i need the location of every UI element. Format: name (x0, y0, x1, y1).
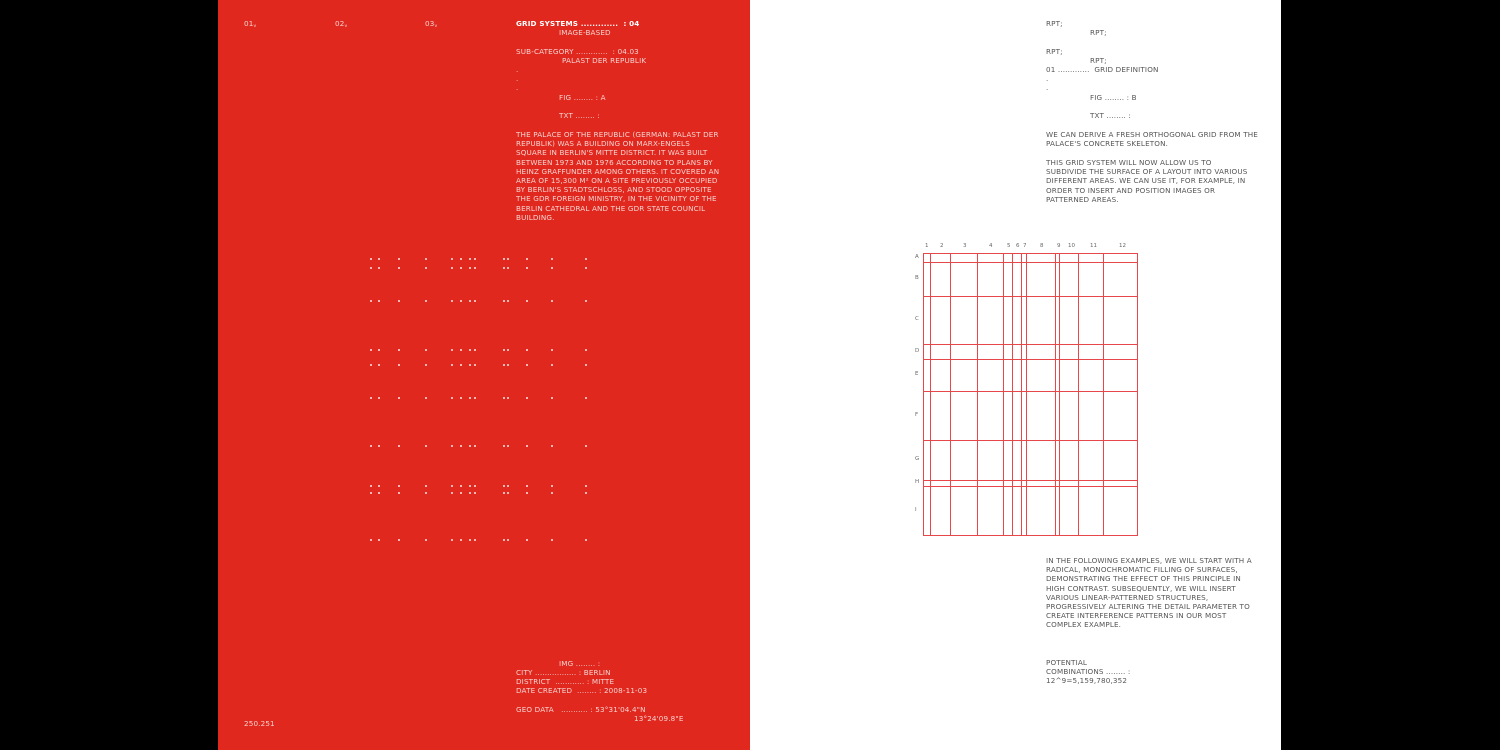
grid-dot (526, 364, 528, 366)
grid-dot (507, 485, 509, 487)
grid-row-label: H (915, 479, 920, 485)
grid-row-label: C (915, 316, 919, 322)
grid-row-label: F (915, 411, 919, 418)
grid-row-line (923, 344, 1138, 345)
grid-column-label: 4 (989, 243, 993, 249)
grid-dot (398, 397, 400, 399)
grid-dot (370, 267, 372, 269)
grid-column-label: 5 (1007, 243, 1011, 249)
grid-column-label: 11 (1090, 243, 1097, 249)
grid-dot (469, 364, 471, 366)
grid-dot (469, 485, 471, 487)
rpt-line: RPT; (1046, 19, 1063, 28)
grid-dot (398, 492, 400, 494)
grid-dot (378, 485, 380, 487)
geo-key: GEO DATA ........... (516, 705, 591, 714)
combinations-value: 12^9=5,159,780,352 (1046, 676, 1128, 685)
grid-dot (585, 349, 587, 351)
grid-dot (526, 300, 528, 302)
combinations-line: COMBINATIONS ........ : (1046, 667, 1131, 676)
tab-02-label: 02 (335, 19, 345, 28)
rpt-line: RPT; (1046, 47, 1063, 56)
grid-dot (425, 267, 427, 269)
grid-dot (378, 364, 380, 366)
grid-dot (503, 445, 505, 447)
grid-dot (378, 349, 380, 351)
grid-dot (551, 364, 553, 366)
grid-dot (526, 539, 528, 541)
grid-column-label: 1 (925, 243, 929, 249)
grid-dot (526, 397, 528, 399)
ellipsis-dot: . (516, 65, 519, 74)
grid-dot (585, 485, 587, 487)
grid-dot (460, 300, 462, 302)
meta-district-value: : MITTE (586, 677, 615, 686)
grid-row-line (923, 296, 1138, 297)
grid-dot (378, 300, 380, 302)
grid-column-label: 2 (940, 243, 944, 249)
meta-date-value: : 2008-11-03 (598, 686, 648, 695)
tab-02[interactable] (335, 19, 347, 31)
grid-dot (451, 258, 453, 260)
grid-dot (503, 539, 505, 541)
grid-dot (460, 349, 462, 351)
grid-dot (378, 258, 380, 260)
grid-dot (526, 267, 528, 269)
grid-column-label: 10 (1068, 243, 1075, 249)
grid-dot (585, 492, 587, 494)
grid-dot (370, 364, 372, 366)
grid-dot (451, 492, 453, 494)
grid-dot (526, 258, 528, 260)
body-text: THE PALACE OF THE REPUBLIC (GERMAN: PALAST DER REPUBLIK) WAS A BUILDING ON MARX-ENGELS SQUARE IN BERLIN'S MITTE DISTRICT. IT WAS BUILT BETWEEN 1973 AND 1976 ACCORDING TO PLANS BY HEINZ GRAFFUNDER AMONG OTHERS. IT COVERED AN AREA OF 15,300 M² ON A SITE PREVIOUSLY OCCUPIED BY BERLIN'S STADTSCHLOSS, AND STOOD OPPOSITE THE GDR FOREIGN MINISTRY, IN THE VICINITY OF THE BERLIN CATHEDRAL AND THE GDR STATE COUNCIL BUILDING. (516, 130, 720, 222)
grid-dot (378, 397, 380, 399)
grid-dot (469, 539, 471, 541)
grid-dot (425, 397, 427, 399)
grid-dot (474, 300, 476, 302)
grid-dot (507, 267, 509, 269)
txt-line: TXT ........ : (1090, 111, 1131, 120)
grid-dot (451, 445, 453, 447)
grid-dot (398, 258, 400, 260)
grid-dot (585, 300, 587, 302)
fig-line: FIG ........ : B (1090, 93, 1137, 102)
grid-dot (460, 539, 462, 541)
grid-dot (425, 364, 427, 366)
grid-dot (503, 492, 505, 494)
grid-dot (474, 539, 476, 541)
img-line: IMG ........ : (559, 659, 601, 668)
paragraph-1: WE CAN DERIVE A FRESH ORTHOGONAL GRID FROM THE PALACE'S CONCRETE SKELETON. (1046, 130, 1258, 149)
grid-dot (585, 539, 587, 541)
grid-dot (474, 364, 476, 366)
grid-dot (507, 364, 509, 366)
txt-line: TXT ........ : (559, 111, 600, 120)
grid-row-label: A (915, 253, 919, 260)
grid-row-line (923, 262, 1138, 263)
grid-dot (398, 349, 400, 351)
meta-city-key: CITY ................. (516, 668, 579, 677)
grid-row-label: I (915, 506, 917, 513)
meta-date-key: DATE CREATED ........ (516, 686, 599, 695)
grid-dot (378, 267, 380, 269)
grid-dot (378, 445, 380, 447)
grid-dot (585, 397, 587, 399)
grid-column-label: 8 (1040, 243, 1044, 249)
grid-dot (503, 397, 505, 399)
grid-dot (503, 267, 505, 269)
grid-dot (551, 492, 553, 494)
grid-row-label: B (915, 275, 919, 281)
paragraph-3: IN THE FOLLOWING EXAMPLES, WE WILL START WITH A RADICAL, MONOCHROMATIC FILLING OF SURFACES, DEMONSTRATING THE EFFECT OF THIS PRINCIPLE IN HIGH CONTRAST. SUBSEQUENTLY, WE WILL INSERT VARIOUS LINEAR-PATTERNED STRUCTURES, PROGRESSIVELY ALTERING THE DETAIL PARAMETER TO CREATE INTERFERENCE PATTERNS IN OUR MOST COMPLEX EXAMPLE. (1046, 556, 1252, 630)
grid-dot (503, 258, 505, 260)
grid-dot (551, 267, 553, 269)
grid-dot (474, 397, 476, 399)
rpt-line: RPT; (1090, 56, 1107, 65)
grid-dot (378, 492, 380, 494)
ellipsis-dot: . (516, 83, 519, 92)
ellipsis-dot: . (516, 74, 519, 83)
grid-dot (460, 397, 462, 399)
grid-dot (469, 445, 471, 447)
grid-dot (503, 300, 505, 302)
grid-row-label: D (915, 347, 920, 354)
fig-line: FIG ........ : A (559, 93, 606, 102)
meta-district (516, 677, 614, 686)
grid-dot (451, 349, 453, 351)
grid-dot (526, 349, 528, 351)
grid-dot (474, 492, 476, 494)
paragraph-2: THIS GRID SYSTEM WILL NOW ALLOW US TO SUBDIVIDE THE SURFACE OF A LAYOUT INTO VARIOUS DIFFERENT AREAS. WE CAN USE IT, FOR EXAMPLE, IN ORDER TO INSERT AND POSITION IMAGES OR PATTERNED AREAS. (1046, 158, 1248, 204)
grid-dot (507, 300, 509, 302)
grid-dot (425, 349, 427, 351)
grid-dot (425, 258, 427, 260)
grid-dot (451, 300, 453, 302)
grid-column-label: 6 (1016, 243, 1020, 249)
grid-dot (370, 349, 372, 351)
rpt-line: RPT; (1090, 28, 1107, 37)
geo-data (516, 705, 646, 714)
grid-dot (474, 267, 476, 269)
page-numbers: 250.251 (244, 719, 275, 728)
grid-column-label: 3 (963, 243, 967, 249)
grid-row-line (923, 486, 1138, 487)
grid-dot (378, 539, 380, 541)
meta-district-key: DISTRICT ............ (516, 677, 587, 686)
grid-dot (551, 445, 553, 447)
grid-column-label: 7 (1023, 243, 1027, 249)
grid-row-label: E (915, 371, 919, 377)
grid-dot (398, 445, 400, 447)
grid-dot (398, 364, 400, 366)
meta-city (516, 668, 611, 677)
grid-dot (507, 258, 509, 260)
grid-dot (370, 539, 372, 541)
grid-dot (425, 539, 427, 541)
grid-row-label: G (915, 456, 920, 462)
ellipsis-dot: . (1046, 83, 1049, 92)
category-line: GRID SYSTEMS ............. : 04 (516, 19, 640, 28)
grid-dot (551, 349, 553, 351)
grid-row-line (923, 359, 1138, 360)
grid-dot (474, 258, 476, 260)
grid-dot (551, 300, 553, 302)
grid-dot (551, 397, 553, 399)
grid-dot (507, 397, 509, 399)
definition-line: 01 ............. GRID DEFINITION (1046, 65, 1159, 74)
grid-dot (425, 445, 427, 447)
grid-dot (469, 492, 471, 494)
grid-dot (469, 397, 471, 399)
grid-dot (370, 485, 372, 487)
grid-dot (469, 267, 471, 269)
grid-column-label: 9 (1057, 243, 1061, 249)
grid-dot (370, 492, 372, 494)
grid-dot (370, 258, 372, 260)
grid-dot (526, 485, 528, 487)
grid-dot (451, 485, 453, 487)
grid-dot (526, 445, 528, 447)
grid-dot (503, 485, 505, 487)
grid-row-line (923, 253, 1138, 254)
meta-date (516, 686, 647, 695)
grid-row-line (923, 480, 1138, 481)
grid-row-line (923, 440, 1138, 441)
grid-dot (474, 445, 476, 447)
grid-dot (460, 267, 462, 269)
tab-02-suffix: v (344, 24, 348, 29)
grid-dot (425, 485, 427, 487)
tab-03-label: 03 (425, 19, 435, 28)
potential-label: POTENTIAL (1046, 658, 1088, 667)
grid-dot (451, 539, 453, 541)
right-page (750, 0, 1281, 750)
meta-city-value: : BERLIN (578, 668, 611, 677)
grid-dot (585, 445, 587, 447)
grid-dot (398, 267, 400, 269)
tab-01-suffix: v (253, 24, 257, 29)
grid-dot (451, 267, 453, 269)
grid-dot (370, 300, 372, 302)
grid-dot (460, 445, 462, 447)
grid-dot (507, 492, 509, 494)
grid-dot (370, 445, 372, 447)
subcategory-line: SUB-CATEGORY ............. : 04.03 (516, 47, 639, 56)
grid-dot (469, 349, 471, 351)
grid-dot (460, 258, 462, 260)
grid-dot (585, 267, 587, 269)
grid-dot (507, 445, 509, 447)
grid-column-label: 12 (1119, 243, 1126, 249)
grid-dot (460, 485, 462, 487)
grid-dot (503, 349, 505, 351)
grid-dot (507, 349, 509, 351)
tab-01[interactable] (244, 19, 256, 31)
ellipsis-dot: . (1046, 74, 1049, 83)
grid-dot (398, 300, 400, 302)
geo-lat: : 53°31'04.4"N (590, 705, 646, 714)
grid-dot (474, 349, 476, 351)
grid-dot (460, 364, 462, 366)
grid-dot (585, 258, 587, 260)
grid-dot (451, 397, 453, 399)
grid-dot (503, 364, 505, 366)
grid-row-line (923, 535, 1138, 536)
grid-dot (526, 492, 528, 494)
tab-01-label: 01 (244, 19, 254, 28)
grid-dot (398, 539, 400, 541)
tab-03[interactable] (425, 19, 437, 31)
grid-dot (551, 539, 553, 541)
grid-dot (460, 492, 462, 494)
grid-dot (398, 485, 400, 487)
category-sub: IMAGE-BASED (559, 28, 611, 37)
grid-dot (551, 485, 553, 487)
geo-lon: 13°24'09.8"E (634, 714, 684, 723)
grid-row-line (923, 391, 1138, 392)
grid-dot (451, 364, 453, 366)
grid-dot (469, 300, 471, 302)
grid-dot (551, 258, 553, 260)
grid-dot (507, 539, 509, 541)
tab-03-suffix: v (434, 24, 438, 29)
grid-dot (585, 364, 587, 366)
grid-dot (474, 485, 476, 487)
grid-dot (425, 492, 427, 494)
grid-dot (469, 258, 471, 260)
left-page (218, 0, 750, 750)
grid-dot (425, 300, 427, 302)
subcategory-sub: PALAST DER REPUBLIK (562, 56, 647, 65)
grid-dot (370, 397, 372, 399)
